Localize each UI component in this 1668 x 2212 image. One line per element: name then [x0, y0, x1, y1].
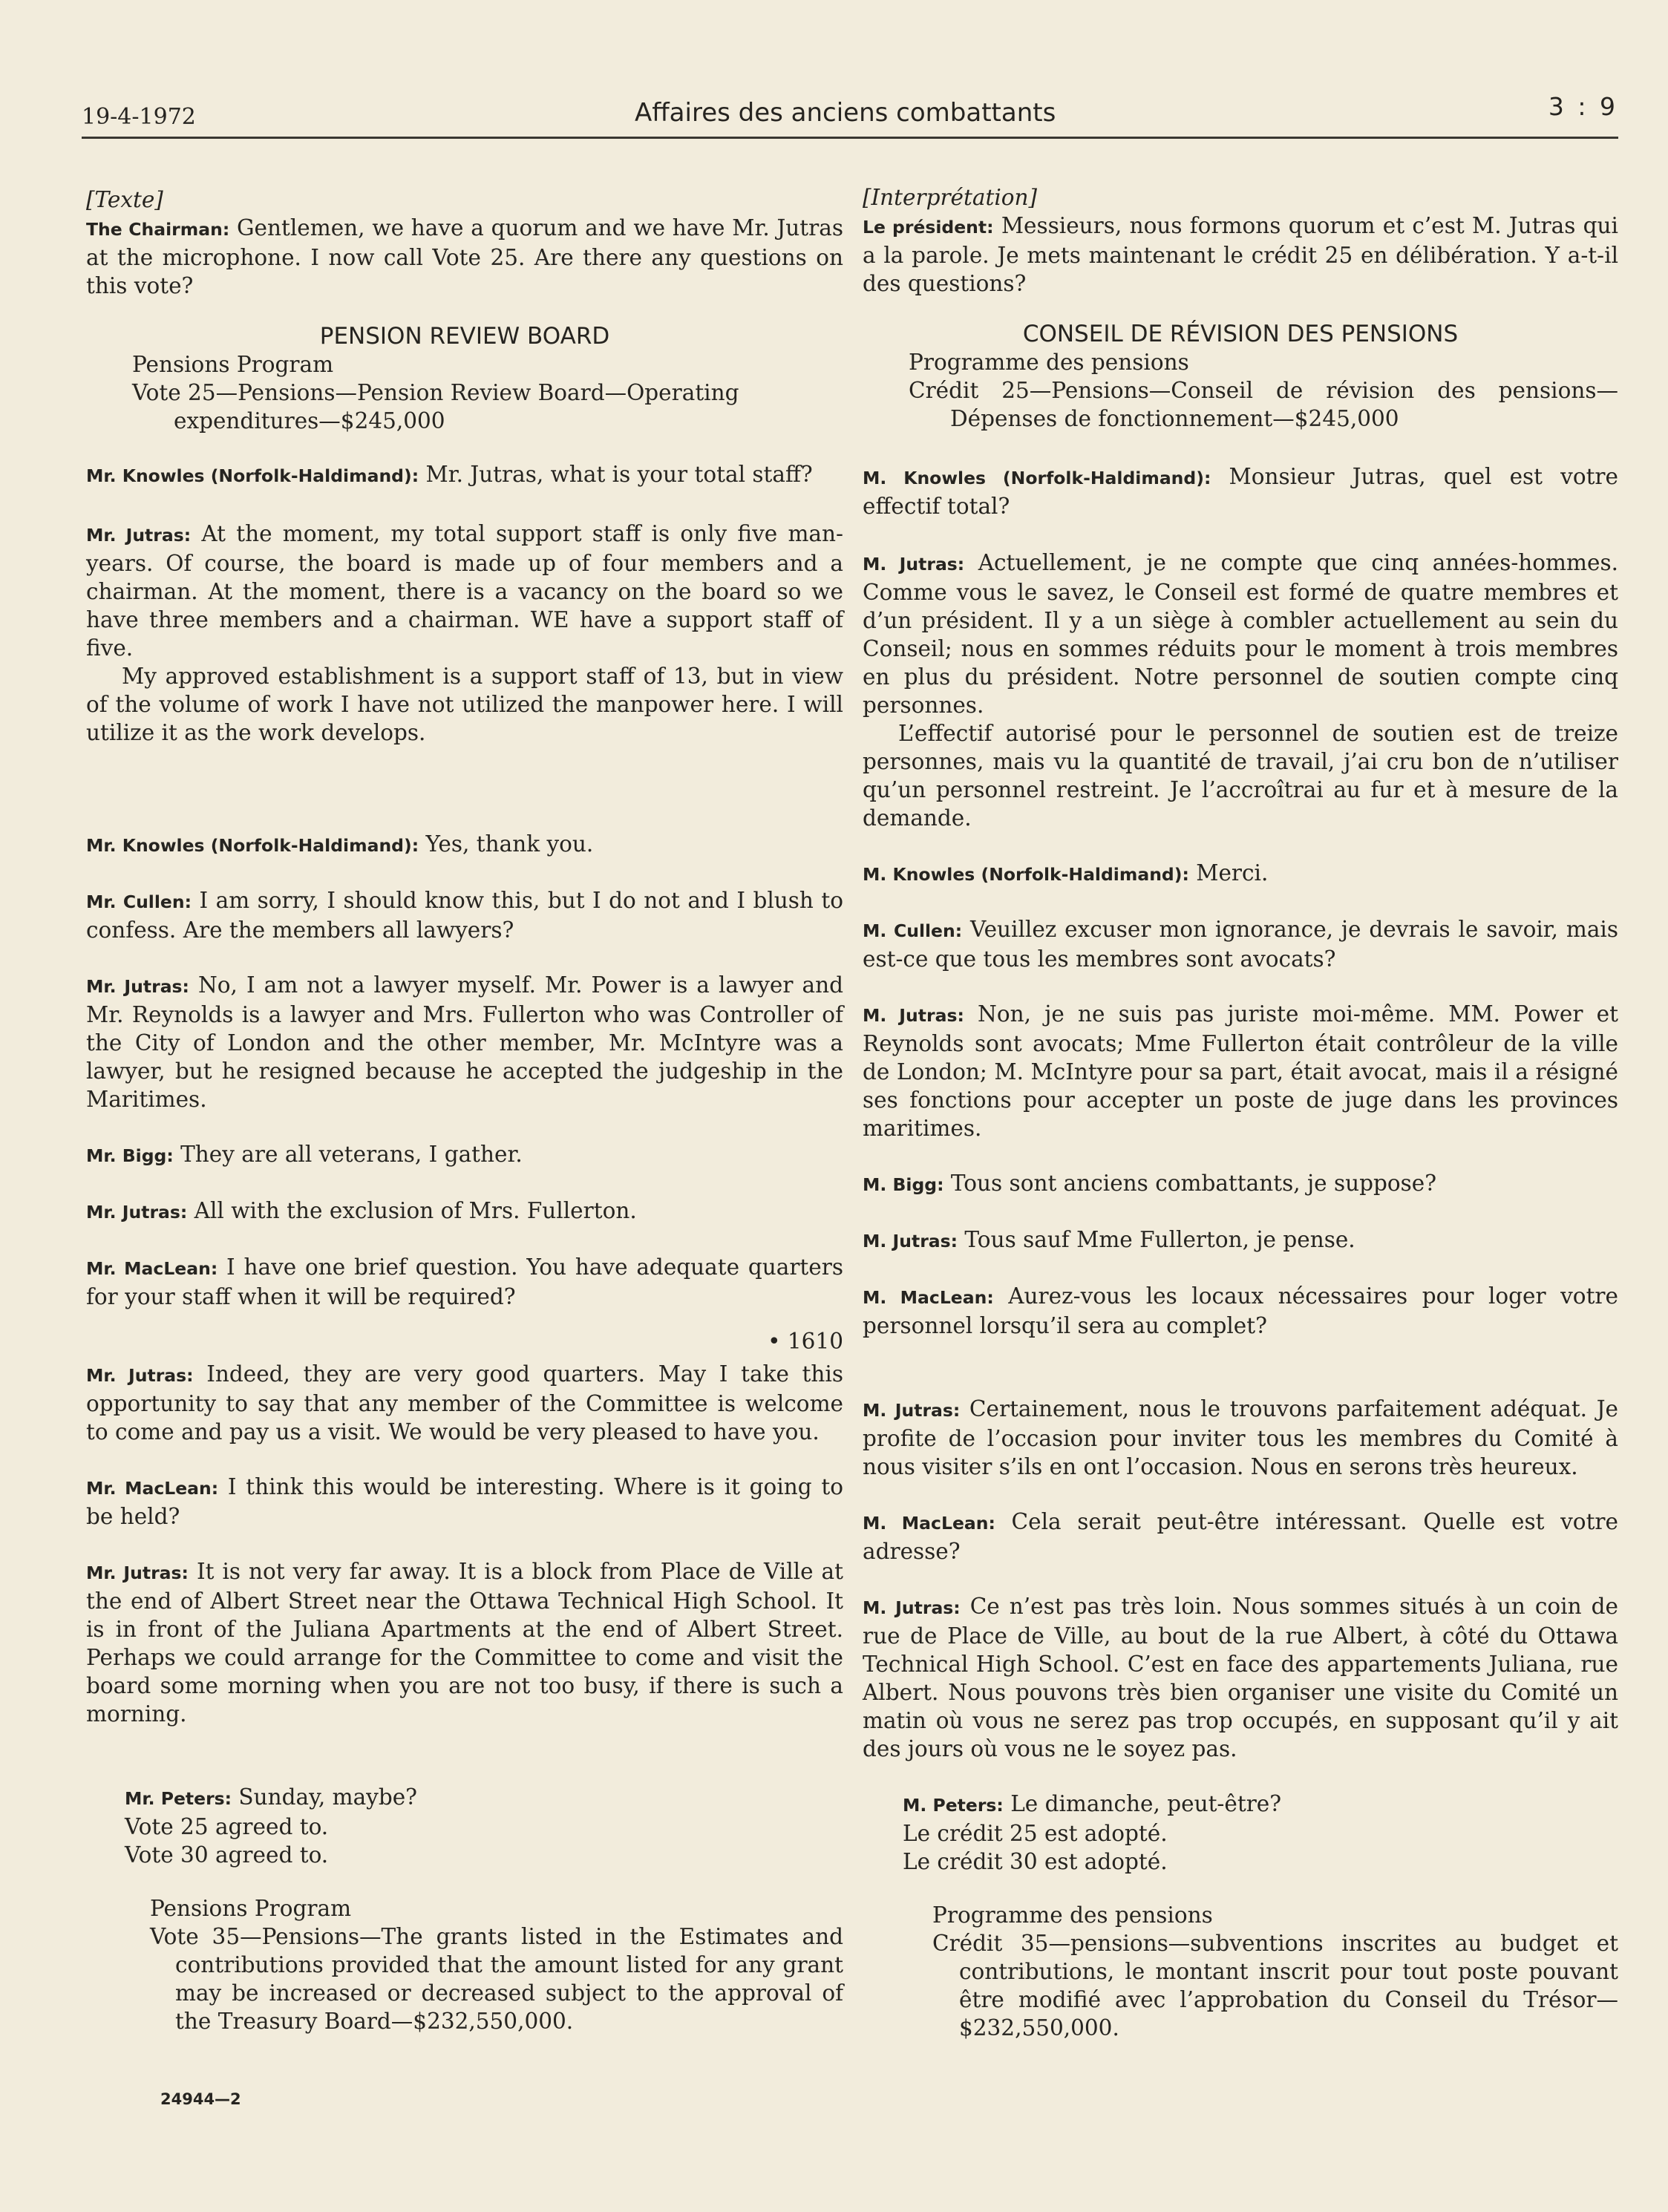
paragraph — [863, 1395, 1618, 1481]
speaker-name: M. Knowles (Norfolk-Haldimand): — [863, 468, 1211, 488]
speaker-name: The Chairman: — [86, 219, 230, 240]
speaker-name: M. Jutras: — [863, 1400, 961, 1421]
speech-text: Mr. Jutras, what is your total staff? — [419, 462, 813, 487]
paragraph — [863, 1226, 1618, 1255]
speech-text: Messieurs, nous formons quorum et c’est M. Jutras qui a la parole. Je mets maintenant le crédit 25 en délibération. Y a-t-il des questions? — [863, 213, 1618, 296]
speaker-name: Mr. Jutras: — [86, 1563, 189, 1583]
speech-text: Tous sont anciens combattants, je suppose? — [943, 1171, 1437, 1196]
motion-result: Vote 25 agreed to. — [125, 1814, 329, 1839]
speaker-name: Mr. Jutras: — [86, 976, 189, 997]
paragraph — [86, 1360, 843, 1446]
program-label: Pensions Program — [132, 352, 334, 377]
speaker-name: M. Peters: — [903, 1795, 1004, 1816]
speech-text: Aurez-vous les locaux nécessaires pour loger votre personnel lorsqu’il sera au complet? — [863, 1283, 1618, 1338]
motion-result: Le crédit 30 est adopté. — [903, 1849, 1168, 1874]
speaker-name: Mr. MacLean: — [86, 1258, 218, 1279]
paragraph — [86, 214, 843, 300]
speaker-name: M. MacLean: — [863, 1513, 995, 1534]
speaker-name: Mr. Peters: — [125, 1788, 232, 1809]
program-label: Pensions Program — [150, 1896, 352, 1921]
speech-text: Certainement, nous le trouvons parfaitement adéquat. Je profite de l’occasion pour inviter tous les membres du Comité à nous visiter s’ils en ont l’occasion. Nous en serons très heureux. — [863, 1396, 1618, 1479]
section-heading: CONSEIL DE RÉVISION DES PENSIONS — [1022, 321, 1459, 347]
paragraph — [86, 971, 843, 1113]
english-column — [86, 186, 843, 2035]
speech-text: Merci. — [1188, 860, 1269, 886]
speaker-name: Mr. MacLean: — [86, 1478, 219, 1499]
paragraph — [863, 549, 1618, 719]
paragraph — [863, 1169, 1618, 1199]
speaker-name: M. Jutras: — [863, 1231, 958, 1251]
speech-text: Le dimanche, peut-être? — [1003, 1791, 1282, 1816]
speech-text: Yes, thank you. — [419, 831, 594, 857]
paragraph — [863, 1592, 1618, 1763]
paragraph — [86, 886, 843, 944]
paragraph — [86, 1253, 843, 1311]
paragraph — [863, 1282, 1618, 1340]
paragraph — [86, 460, 843, 490]
vote-item: Vote 35—Pensions—The grants listed in the Estimates and contributions provided that the amount listed for any grant may be increased or decreased subject to the approval of the Treasury Board—$232,550,000. — [150, 1924, 843, 2034]
speaker-name: Mr. Jutras: — [86, 1202, 188, 1223]
paragraph — [86, 1140, 843, 1170]
speaker-name: M. Jutras: — [863, 1597, 961, 1618]
header-title: Affaires des anciens combattants — [635, 98, 1056, 128]
speech-text: I am sorry, I should know this, but I do not and I blush to confess. Are the members all lawyers? — [86, 888, 844, 943]
speech-text: Sunday, maybe? — [232, 1784, 417, 1810]
paragraph: My approved establishment is a support staff of 13, but in view of the volume of work I have not utilized the manpower here. I will utilize it as the work develops. — [86, 664, 843, 745]
section-tag: [Interprétation] — [863, 185, 1038, 210]
speaker-name: M. Cullen: — [863, 920, 963, 941]
speaker-name: M. Jutras: — [863, 554, 965, 575]
speaker-name: Mr. Cullen: — [86, 891, 192, 912]
speech-text: Gentlemen, we have a quorum and we have Mr. Jutras at the microphone. I now call Vote 25. Are there any questions on this vote? — [86, 215, 843, 298]
speech-text: Veuillez excuser mon ignorance, je devrais le savoir, mais est-ce que tous les membres sont avocats? — [863, 917, 1618, 972]
header-page-number: 3 : 9 — [1548, 92, 1618, 121]
paragraph — [86, 1557, 843, 1728]
program-label: Programme des pensions — [909, 350, 1189, 375]
paragraph — [86, 830, 843, 860]
header-date: 19-4-1972 — [82, 104, 196, 130]
speech-text: I think this would be interesting. Where is it going to be held? — [86, 1474, 843, 1529]
paragraph — [863, 859, 1618, 889]
speaker-name: M. Bigg: — [863, 1174, 944, 1195]
speaker-name: M. Knowles (Norfolk-Haldimand): — [863, 864, 1189, 885]
section-heading: PENSION REVIEW BOARD — [319, 323, 610, 350]
motion-result: Vote 30 agreed to. — [125, 1842, 329, 1868]
paragraph — [863, 212, 1618, 298]
vote-item: Vote 25—Pensions—Pension Review Board—Operating expenditures—$245,000 — [132, 380, 739, 433]
speaker-name: Mr. Bigg: — [86, 1145, 174, 1166]
paragraph: L’effectif autorisé pour le personnel de soutien est de treize personnes, mais vu la quantité de travail, j’ai cru bon de n’utiliser qu’un personnel restreint. Je l’accroîtrai au fur et à mesure de la demande. — [863, 721, 1618, 831]
french-column — [863, 183, 1618, 2042]
speech-text: At the moment, my total support staff is only five man-years. Of course, the board is made up of four members and a chairman. At the moment, there is a vacancy on the board so we have three members and a chairman. WE have a support staff of five. — [86, 521, 843, 661]
paragraph — [863, 462, 1618, 520]
speech-text: Cela serait peut-être intéressant. Quelle est votre adresse? — [863, 1509, 1618, 1564]
paragraph — [86, 1783, 843, 1813]
paragraph — [86, 520, 843, 662]
speech-text: Ce n’est pas très loin. Nous sommes situés à un coin de rue de Place de Ville, au bout de la rue Albert, à côté du Ottawa Technical High School. C’est en face des appartements Juliana, rue Albert. Nous pouvons très bien organiser une visite du Comité un matin où vous ne serez pas trop occupés, en supposant qu’il y ait des jours où vous ne le soyez pas. — [863, 1594, 1618, 1761]
paragraph — [863, 1508, 1618, 1565]
section-tag: [Texte] — [86, 187, 163, 212]
program-label: Programme des pensions — [932, 1902, 1213, 1928]
speech-text: Non, je ne suis pas juriste moi-même. MM. Power et Reynolds sont avocats; Mme Fullerton était contrôleur de la ville de London; M. McIntyre pour sa part, était avocat, mais il a résigné ses fonctions pour accepter un poste de juge dans les provinces maritimes. — [863, 1001, 1618, 1141]
speaker-name: Le président: — [863, 217, 994, 238]
motion-result: Le crédit 25 est adopté. — [903, 1821, 1168, 1846]
speaker-name: M. MacLean: — [863, 1287, 994, 1308]
vote-item: Crédit 35—pensions—subventions inscrites au budget et contributions, le montant inscrit pour tout poste pouvant être modifié avec l’approbation du Conseil du Trésor—$232,550,000. — [932, 1931, 1618, 2041]
page-header — [82, 91, 1618, 139]
speech-text: No, I am not a lawyer myself. Mr. Power is a lawyer and Mr. Reynolds is a lawyer and Mrs. Fullerton who was Controller of the City of London and the other member, Mr. McIntyre was a lawyer, but he resigned because he accepted the judgeship in the Maritimes. — [86, 972, 843, 1112]
speech-text: Actuellement, je ne compte que cinq années-hommes. Comme vous le savez, le Conseil est formé de quatre membres et d’un président. Il y a un siège à combler actuellement au sein du Conseil; nous en sommes réduits pour le moment à trois membres en plus du président. Notre personnel de soutien compte cinq personnes. — [863, 550, 1618, 718]
vote-item: Crédit 25—Pensions—Conseil de révision des pensions—Dépenses de fonctionnement—$245,000 — [909, 378, 1618, 431]
speaker-name: Mr. Jutras: — [86, 1365, 194, 1386]
paragraph — [86, 1473, 843, 1531]
speech-text: Monsieur Jutras, quel est votre effectif total? — [863, 464, 1618, 519]
speaker-name: Mr. Knowles (Norfolk-Haldimand): — [86, 465, 419, 486]
paragraph — [86, 1197, 843, 1226]
speech-text: Indeed, they are very good quarters. May I take this opportunity to say that any member of the Committee is welcome to come and pay us a visit. We would be very pleased to have you. — [86, 1361, 843, 1444]
speech-text: I have one brief question. You have adequate quarters for your staff when it will be required? — [86, 1254, 843, 1309]
paragraph — [863, 1000, 1618, 1142]
speech-text: All with the exclusion of Mrs. Fullerton. — [187, 1198, 637, 1223]
time-marker: • 1610 — [768, 1329, 843, 1354]
paragraph — [863, 915, 1618, 973]
speech-text: Tous sauf Mme Fullerton, je pense. — [958, 1227, 1355, 1252]
paragraph — [863, 1790, 1618, 1819]
speech-text: It is not very far away. It is a block from Place de Ville at the end of Albert Street near the Ottawa Technical High School. It is in front of the Juliana Apartments at the end of Albert Street. Perhaps we could arrange for the Committee to come and visit the board some morning when you are not too busy, if there is such a morning. — [86, 1559, 843, 1727]
speech-text: They are all veterans, I gather. — [173, 1142, 523, 1167]
speaker-name: Mr. Jutras: — [86, 525, 192, 546]
speaker-name: M. Jutras: — [863, 1005, 964, 1026]
footer-code: 24944—2 — [160, 2090, 241, 2108]
speaker-name: Mr. Knowles (Norfolk-Haldimand): — [86, 835, 419, 856]
